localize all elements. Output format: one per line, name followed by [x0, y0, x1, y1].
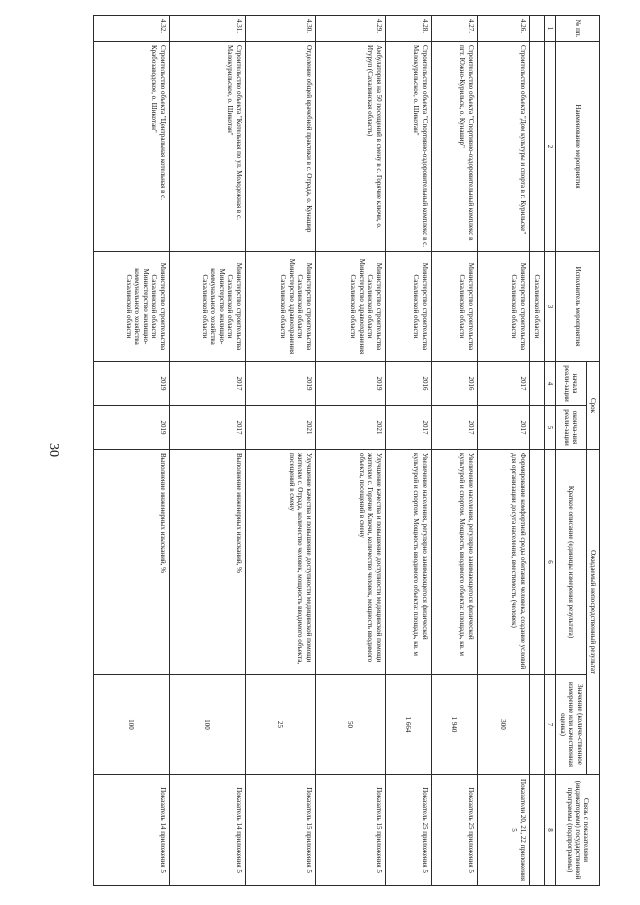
row-name: Строительство объекта "Спортивно-оздоровительный комплекс в с. Малокурильское, о. Шикотан"	[385, 42, 431, 252]
row-description: Формирование комфортной среды обитания человека, создание условий для организации досуга населения, вместимость (человек)	[477, 450, 529, 675]
header-end: оконча-ния реали-зации	[556, 406, 586, 450]
header-desc: Краткое описание (единицы измерения результата)	[556, 450, 586, 675]
header-executor: Исполнитель мероприятия	[556, 252, 600, 362]
table-row	[477, 16, 529, 886]
header-row-1	[586, 16, 599, 886]
header-expected: Ожидаемый непосредственный результат	[586, 450, 599, 775]
row-end: 2021	[245, 406, 315, 450]
row-number: 4.32.	[93, 16, 169, 42]
row-description: Увеличение населения, регулярно занимающегося физической культурой и спортом. Мощность вводимого объекта: площадь, кв. м	[431, 450, 477, 675]
activities-table	[93, 15, 600, 886]
header-value: Значение (количе-ственное измерение или качественная оценка)	[556, 675, 586, 775]
row-name: Строительство объекта "Котельная по ул. Молодежная в с. Малокурильское, о. Шикотан"	[169, 42, 245, 252]
row-link: Показатель 14 приложения 5	[169, 775, 245, 886]
row-value: 1 940	[431, 675, 477, 775]
row-value: 1 664	[385, 675, 431, 775]
row-description: Увеличение населения, регулярно занимающегося физической культурой и спортом. Мощность вводимого объекта: площадь, кв. м	[385, 450, 431, 675]
column-number: 5	[545, 406, 556, 450]
group-executor: Сахалинской области	[529, 252, 544, 362]
column-number-row	[545, 16, 556, 886]
row-name: Строительство объекта "Спортивно-оздоровительный комплекс в пгт. Южно-Курильск, о. Кунашир"	[431, 42, 477, 252]
document-sheet	[40, 15, 600, 885]
row-name: Строительство объекта "Центральная котельная в с. Крабозаводское, о. Шикотан"	[93, 42, 169, 252]
row-number: 4.30.	[245, 16, 315, 42]
row-value: 25	[245, 675, 315, 775]
row-value: 100	[93, 675, 169, 775]
row-link: Показатель 15 приложения 5	[315, 775, 385, 886]
table-row	[245, 16, 315, 886]
table-row	[93, 16, 169, 886]
row-start: 2017	[169, 362, 245, 406]
row-value: 50	[315, 675, 385, 775]
row-start: 2019	[245, 362, 315, 406]
row-link: Показатели 20, 21, 22 приложения 5	[477, 775, 529, 886]
row-number: 4.27.	[431, 16, 477, 42]
row-start: 2016	[431, 362, 477, 406]
row-name: Амбулатория на 50 посещений в смену в с. Горячие ключи, о. Итуруп (Сахалинская область)	[315, 42, 385, 252]
row-number: 4.28.	[385, 16, 431, 42]
row-end: 2019	[93, 406, 169, 450]
row-executor: Министерство строительства Сахалинской области Министерство жилищно-коммунального хозяйства Сахалинской области	[93, 252, 169, 362]
group-row	[529, 16, 544, 886]
row-description: Выполнение инженерных изысканий, %	[169, 450, 245, 675]
row-number: 4.29.	[315, 16, 385, 42]
row-value: 100	[169, 675, 245, 775]
row-executor: Министерство строительства Сахалинской области Министерство здравоохранения Сахалинской области	[245, 252, 315, 362]
row-end: 2021	[315, 406, 385, 450]
row-link: Показатель 14 приложения 5	[93, 775, 169, 886]
column-number: 2	[545, 42, 556, 252]
column-number: 7	[545, 675, 556, 775]
row-end: 2017	[169, 406, 245, 450]
row-executor: Министерство строительства Сахалинской области	[431, 252, 477, 362]
row-start: 2019	[315, 362, 385, 406]
header-name: Наименование мероприятия	[556, 42, 600, 252]
row-description: Выполнение инженерных изысканий, %	[93, 450, 169, 675]
row-value: 300	[477, 675, 529, 775]
row-name: Строительство объекта "Дом культуры и спорта в г. Курильске"	[477, 42, 529, 252]
table-row	[385, 16, 431, 886]
row-name: Отделение общей врачебной практики в с. Отрада, о. Кунашир	[245, 42, 315, 252]
row-start: 2019	[93, 362, 169, 406]
table-row	[315, 16, 385, 886]
row-number: 4.31.	[169, 16, 245, 42]
column-number: 4	[545, 362, 556, 406]
row-description: Улучшение качества и повышение доступности медицинской помощи жителям с. Горячие Ключи, количество человек, мощность вводимого объекта, посещений в смену	[315, 450, 385, 675]
row-end: 2017	[431, 406, 477, 450]
page-number: 30	[46, 443, 61, 457]
row-executor: Министерство строительства Сахалинской области	[477, 252, 529, 362]
row-end: 2017	[477, 406, 529, 450]
row-description: Улучшение качества и повышение доступности медицинской помощи жителям с. Отрада, количество человек, мощность вводимого объекта, посещений в смену	[245, 450, 315, 675]
row-link: Показатель 25 приложения 5	[385, 775, 431, 886]
column-number: 3	[545, 252, 556, 362]
header-link: Связь с показателями (индикаторами) государственной программы (подпрограммы)	[556, 775, 600, 886]
header-term: Срок	[586, 362, 599, 450]
row-start: 2017	[477, 362, 529, 406]
row-start: 2016	[385, 362, 431, 406]
column-number: 1	[545, 16, 556, 42]
table-row	[431, 16, 477, 886]
row-link: Показатель 25 приложения 5	[431, 775, 477, 886]
rows-body	[93, 16, 529, 886]
row-executor: Министерство строительства Сахалинской области Министерство жилищно-коммунального хозяйства Сахалинской области	[169, 252, 245, 362]
row-link: Показатель 15 приложения 5	[245, 775, 315, 886]
header-start: начала реали-зации	[556, 362, 586, 406]
table-row	[169, 16, 245, 886]
row-end: 2017	[385, 406, 431, 450]
row-executor: Министерство строительства Сахалинской области Министерство здравоохранения Сахалинской области	[315, 252, 385, 362]
row-number: 4.26.	[477, 16, 529, 42]
column-number: 8	[545, 775, 556, 886]
row-executor: Министерство строительства Сахалинской области	[385, 252, 431, 362]
column-number: 6	[545, 450, 556, 675]
header-no: № пп.	[556, 16, 600, 42]
